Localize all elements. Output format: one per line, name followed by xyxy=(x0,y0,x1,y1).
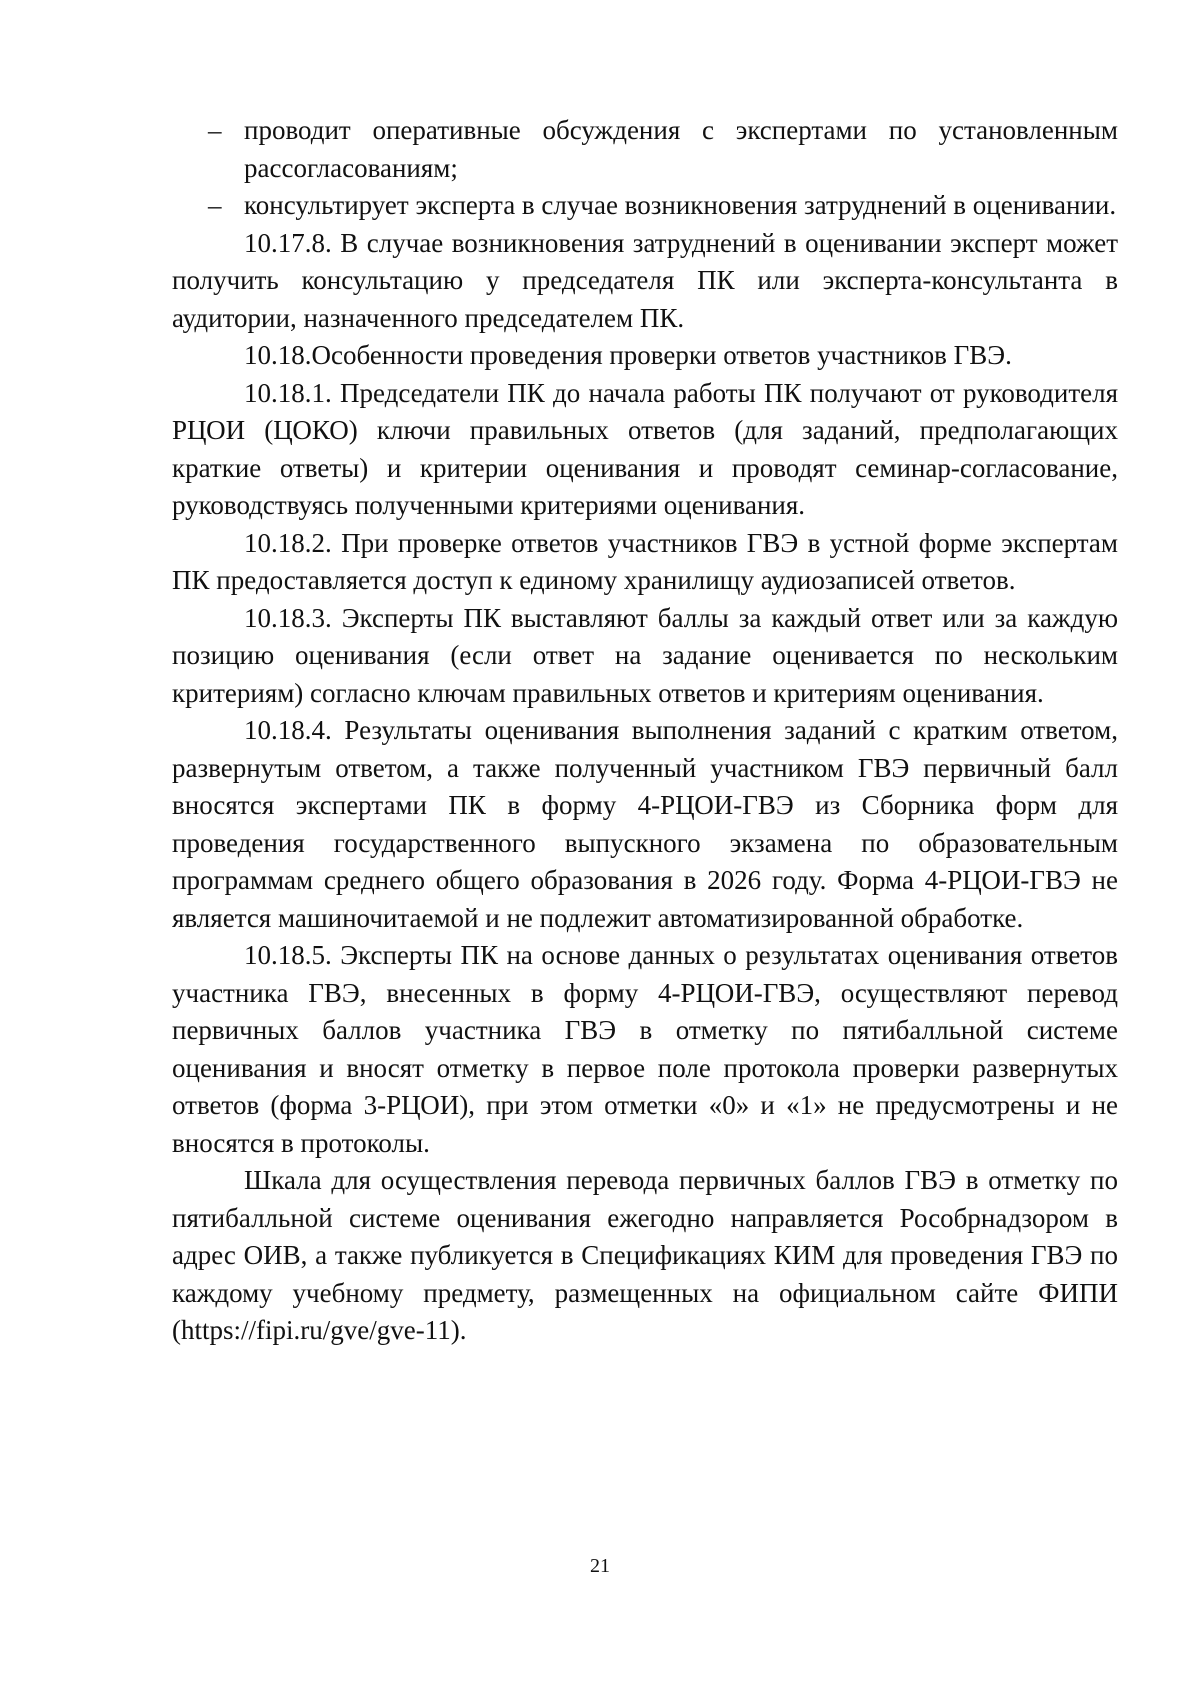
paragraph-10-18-1: 10.18.1. Председатели ПК до начала работы ПК получают от руководителя РЦОИ (ЦОКО) ключи правильных ответов (для заданий, предполагающих краткие ответы) и критерии оценивания и проводят семинар-согласование, руководствуясь полученными критериями оценивания. xyxy=(172,377,1118,520)
bullet-dash: – xyxy=(208,190,222,220)
bullet-item xyxy=(172,187,1118,225)
paragraph-10-18-2: 10.18.2. При проверке ответов участников ГВЭ в устной форме экспертам ПК предоставляется доступ к единому хранилищу аудиозаписей ответов. xyxy=(172,527,1118,595)
bullet-dash: – xyxy=(208,115,222,145)
paragraph-scale-info: Шкала для осуществления перевода первичных баллов ГВЭ в отметку по пятибалльной системе оценивания ежегодно направляется Рособрнадзором в адрес ОИВ, а также публикуется в Спецификациях КИМ для проведения ГВЭ по каждому учебному предмету, размещенных на официальном сайте ФИПИ (https://fipi.ru/gve/gve-11). xyxy=(172,1165,1118,1345)
paragraph-10-18-3: 10.18.3. Эксперты ПК выставляют баллы за каждый ответ или за каждую позицию оценивания (если ответ на задание оценивается по нескольким критериям) согласно ключам правильных ответов и критериям оценивания. xyxy=(172,602,1118,708)
paragraph-10-18-5: 10.18.5. Эксперты ПК на основе данных о результатах оценивания ответов участника ГВЭ, внесенных в форму 4-РЦОИ-ГВЭ, осуществляют перевод первичных баллов участника ГВЭ в отметку по пятибалльной системе оценивания и вносят отметку в первое поле протокола проверки развернутых ответов (форма 3-РЦОИ), при этом отметки «0» и «1» не предусмотрены и не вносятся в протоколы. xyxy=(172,940,1118,1158)
paragraph-10-18-4: 10.18.4. Результаты оценивания выполнения заданий с кратким ответом, развернутым ответом, а также полученный участником ГВЭ первичный балл вносятся экспертами ПК в форму 4-РЦОИ-ГВЭ из Сборника форм для проведения государственного выпускного экзамена по образовательным программам среднего общего образования в 2026 году. Форма 4-РЦОИ-ГВЭ не является машиночитаемой и не подлежит автоматизированной обработке. xyxy=(172,715,1118,933)
document-body xyxy=(172,112,1118,1350)
paragraph-10-17-8: 10.17.8. В случае возникновения затруднений в оценивании эксперт может получить консультацию у председателя ПК или эксперта-консультанта в аудитории, назначенного председателем ПК. xyxy=(172,227,1118,333)
bullet-item xyxy=(172,112,1118,187)
bullet-text: консультирует эксперта в случае возникновения затруднений в оценивании. xyxy=(244,190,1117,220)
page-number: 21 xyxy=(590,1555,610,1577)
paragraph-10-18-heading: 10.18.Особенности проведения проверки ответов участников ГВЭ. xyxy=(244,340,1012,370)
bullet-text: проводит оперативные обсуждения с экспертами по установленным рассогласованиям; xyxy=(244,115,1118,183)
